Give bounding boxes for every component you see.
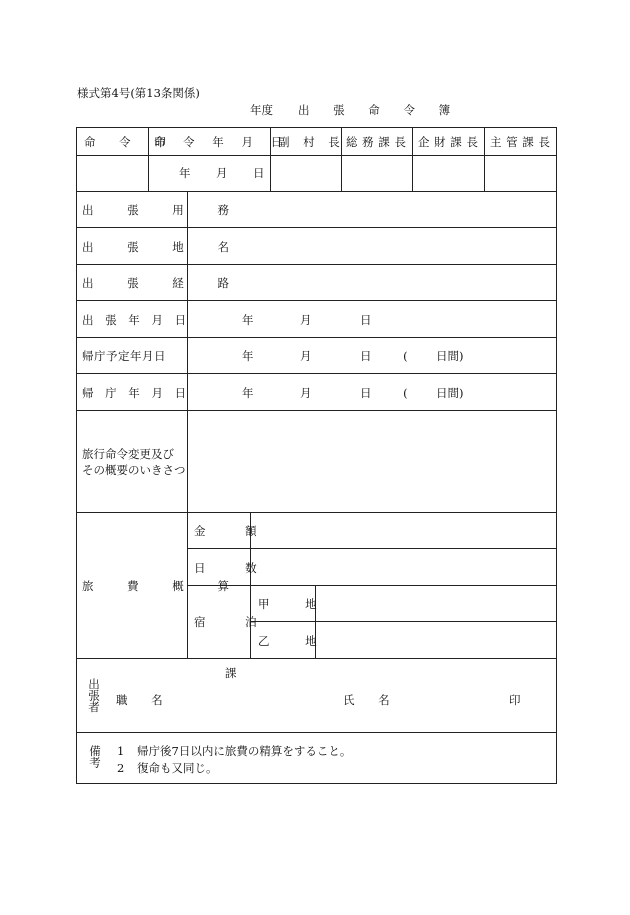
table-border-bottom [76,783,557,784]
table-border-left [76,127,77,784]
header-order-date: 命 令 年 月 日 [154,135,290,149]
label-seal: 印 [509,693,521,707]
label-amount: 金 額 [194,524,275,538]
depart-year: 年 [242,313,254,327]
header-order-seal: 命 令 印 [84,135,176,149]
label-days: 日 数 [194,561,275,575]
return-month: 月 [300,386,312,400]
rule [76,732,557,733]
header-general-affairs-chief: 総 務 課 長 [346,135,407,149]
rule [76,227,557,228]
label-return-plan-date: 帰庁予定年月日 [82,349,166,363]
label-job-title: 職 名 [116,693,173,707]
header-planning-finance-chief: 企 財 課 長 [418,135,479,149]
label-name: 氏 名 [343,693,400,707]
rule [412,127,413,191]
label-depart-date: 出 張 年 月 日 [82,313,191,327]
return-plan-days: 日間) [436,349,464,363]
rule [76,373,557,374]
order-date-year: 年 [179,166,191,180]
return-plan-month: 月 [300,349,312,363]
page-title: 出 張 命 令 簿 [298,103,461,117]
label-change-line2: その概要のいきさつ [82,463,186,477]
label-traveler: 出張者 [87,678,101,713]
return-plan-day: 日 ( [360,349,422,363]
rule [484,127,485,191]
order-date-day: 日 [253,166,265,180]
rule [76,410,557,411]
rule [76,300,557,301]
return-days: 日間) [436,386,464,400]
rule [250,621,557,622]
rule [76,512,557,513]
rule [76,658,557,659]
rule [187,548,557,549]
rule [76,191,557,192]
label-travel-estimate: 旅 費 概 算 [82,579,244,593]
return-plan-year: 年 [242,349,254,363]
label-area-a: 甲 地 [258,597,333,611]
remark-1-text: 帰庁後7日以内に旅費の精算をすること。 [137,744,352,758]
label-area-b: 乙 地 [258,634,333,648]
label-purpose: 出 張 用 務 [82,203,244,217]
label-section: 課 [225,666,237,680]
depart-day: 日 [360,313,372,327]
label-route: 出 張 経 路 [82,276,244,290]
table-border-right [556,127,557,784]
remark-2-number: 2 [117,761,125,775]
label-lodging: 宿 泊 [194,615,275,629]
order-date-month: 月 [216,166,228,180]
label-place: 出 張 地 名 [82,240,244,254]
rule [76,264,557,265]
label-return-date: 帰 庁 年 月 日 [82,386,191,400]
label-remarks: 備考 [88,745,102,768]
remark-1-number: 1 [117,744,125,758]
header-supervising-chief: 主 管 課 長 [490,135,551,149]
return-year: 年 [242,386,254,400]
title-year: 年度 [250,103,273,117]
rule [76,337,557,338]
header-vice-mayor: 副 村 長 [278,135,345,149]
form-number: 様式第4号(第13条関係) [77,86,200,100]
depart-month: 月 [300,313,312,327]
label-change-line1: 旅行命令変更及び [82,447,174,461]
return-day: 日 ( [360,386,422,400]
remark-2-text: 復命も又同じ。 [137,761,218,775]
